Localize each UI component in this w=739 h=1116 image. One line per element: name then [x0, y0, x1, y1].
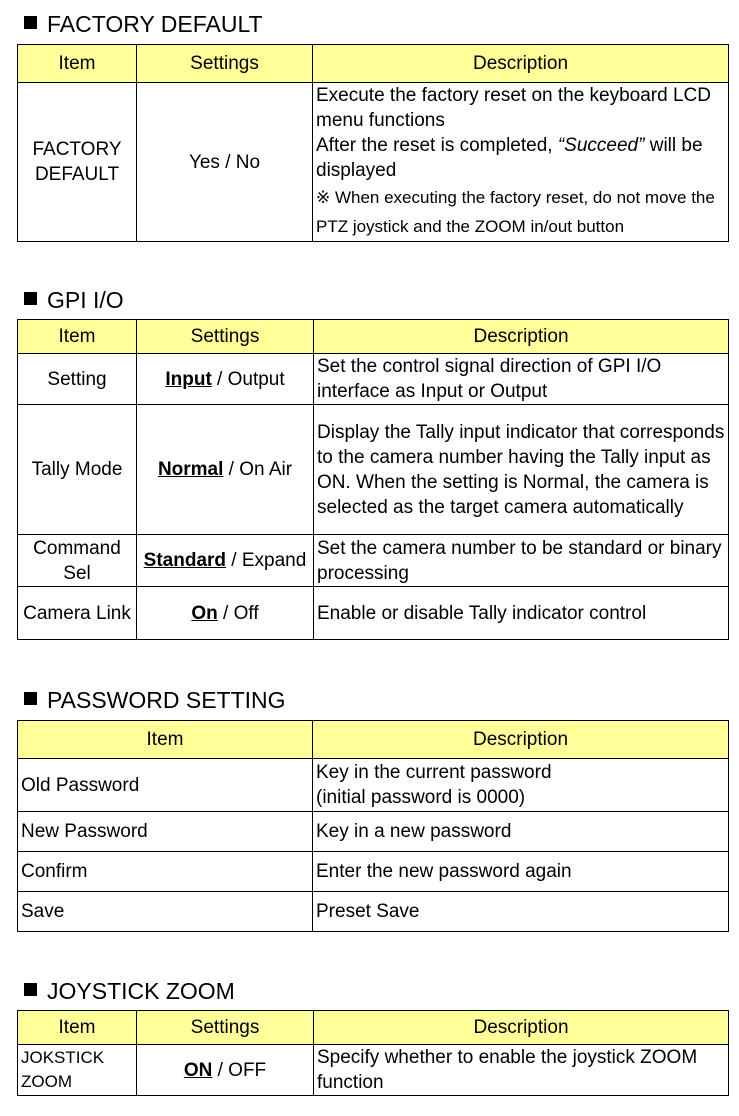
item-cell: Camera Link — [18, 587, 137, 640]
header-settings: Settings — [137, 45, 313, 83]
table-row — [18, 354, 729, 405]
table-row — [18, 587, 729, 640]
item-cell: New Password — [18, 812, 313, 852]
table-row — [18, 759, 729, 812]
table-row — [18, 405, 729, 535]
item-cell: Confirm — [18, 852, 313, 892]
item-cell: Save — [18, 892, 313, 932]
default-setting: Standard — [143, 550, 227, 571]
settings-cell: Yes / No — [137, 83, 313, 242]
description-cell: Key in a new password — [313, 812, 729, 852]
settings-cell: Input / Output — [137, 354, 314, 405]
warning-note: ※ When executing the factory reset, do not move the PTZ joystick and the ZOOM in/out button — [316, 188, 715, 236]
table-header-row — [18, 1011, 729, 1045]
header-item: Item — [18, 45, 137, 83]
section-title-password-setting: PASSWORD SETTING — [24, 687, 286, 713]
header-item: Item — [18, 721, 313, 759]
description-cell: Set the control signal direction of GPI I/O interface as Input or Output — [314, 354, 729, 405]
item-cell: Old Password — [18, 759, 313, 812]
description-cell: Specify whether to enable the joystick ZOOM function — [314, 1045, 729, 1096]
table-row — [18, 83, 729, 242]
description-cell: Enable or disable Tally indicator control — [314, 587, 729, 640]
table-header-row — [18, 45, 729, 83]
item-cell: Command Sel — [18, 535, 137, 587]
header-description: Description — [314, 1011, 729, 1045]
table-row — [18, 852, 729, 892]
table-header-row — [18, 320, 729, 354]
item-cell: FACTORY DEFAULT — [18, 83, 137, 242]
description-cell: Set the camera number to be standard or binary processing — [314, 535, 729, 587]
header-description: Description — [314, 320, 729, 354]
header-description: Description — [313, 45, 729, 83]
square-bullet-icon — [24, 692, 37, 705]
header-item: Item — [18, 320, 137, 354]
item-cell: Setting — [18, 354, 137, 405]
square-bullet-icon — [24, 16, 37, 29]
item-cell: Tally Mode — [18, 405, 137, 535]
joystick-zoom-table — [17, 1010, 729, 1096]
settings-cell: ON / OFF — [137, 1045, 314, 1096]
table-row — [18, 812, 729, 852]
password-setting-table — [17, 720, 729, 932]
settings-cell: Standard / Expand — [137, 535, 314, 587]
default-setting: Input — [165, 368, 212, 390]
description-cell: Enter the new password again — [313, 852, 729, 892]
description-cell: Key in the current password (initial password is 0000) — [313, 759, 729, 812]
header-item: Item — [18, 1011, 137, 1045]
header-settings: Settings — [137, 320, 314, 354]
item-cell: JOKSTICK ZOOM — [18, 1045, 137, 1096]
section-title-factory-default: FACTORY DEFAULT — [24, 11, 263, 37]
description-line: Execute the factory reset on the keyboard LCD menu functions — [316, 85, 711, 131]
settings-cell: On / Off — [137, 587, 314, 640]
table-row — [18, 892, 729, 932]
description-cell: Preset Save — [313, 892, 729, 932]
section-title-joystick-zoom: JOYSTICK ZOOM — [24, 978, 235, 1004]
factory-default-table — [17, 44, 729, 242]
square-bullet-icon — [24, 292, 37, 305]
table-row — [18, 535, 729, 587]
description-line: After the reset is completed, “Succeed” will be displayed — [316, 135, 703, 181]
square-bullet-icon — [24, 983, 37, 996]
default-setting: Normal — [157, 459, 224, 480]
table-row — [18, 1045, 729, 1096]
header-settings: Settings — [137, 1011, 314, 1045]
settings-cell: Normal / On Air — [137, 405, 314, 535]
gpi-io-table — [17, 319, 729, 640]
section-title-gpi-io: GPI I/O — [24, 287, 124, 313]
default-setting: On — [191, 602, 218, 624]
default-setting: ON — [183, 1059, 213, 1081]
description-cell: Display the Tally input indicator that corresponds to the camera number having the Tally input as ON. When the setting is Normal, the camera is selected as the target camera automatically — [314, 405, 729, 535]
table-header-row — [18, 721, 729, 759]
description-cell — [313, 83, 729, 242]
header-description: Description — [313, 721, 729, 759]
